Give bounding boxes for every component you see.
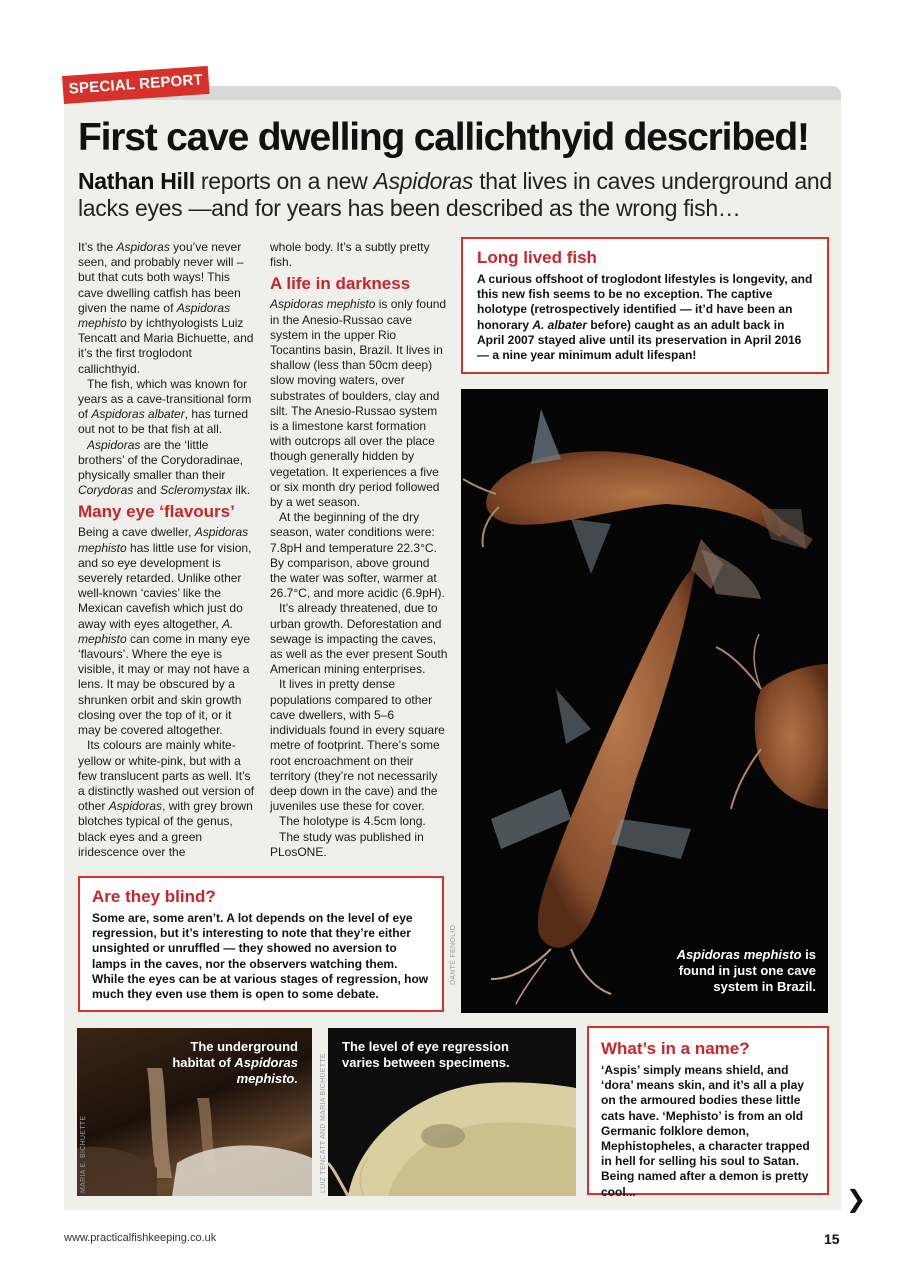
box-text: Some are, some aren’t. A lot depends on the level of eye regression, but it’s interesting to note that they’re either unsighted or unruffled — they showed no aversion to lamps in the caves, nor the observers watching them. While the eyes can be at various stages of regression, how much they even use them is open to some debate. [92, 911, 429, 1002]
main-fish-photo [461, 389, 828, 1013]
paragraph: Its colours are mainly white-yellow or white-pink, but with a few translucent parts as well. It’s a distinctly washed out version of other Aspidoras, with grey brown blotches typical of the genus, black eyes and a green iridescence over the [78, 738, 255, 859]
box-text: ‘Aspis’ simply means shield, and ‘dora’ means skin, and it’s all a play on the armoured bodies these little cats have. ‘Mephisto’ is from an old Germanic folklore demon, Mephistopheles, a character trapped in hell for selling his soul to Satan. Being named after a demon is pretty cool... [601, 1063, 810, 1199]
section-heading: Many eye ‘flavours’ [78, 502, 235, 522]
paragraph: Being a cave dweller, Aspidoras mephisto has little use for vision, and so eye development is severely retarded. Unlike other well-known ‘cavies’ like the Mexican cavefish which just do away with eyes altogether, A. mephisto can come in many eye ‘flavours’. Where the eye is visible, it may or may not have a lens. It may be obscured by a shrunken orbit and skin growth closing over the top of it, or it may be covered altogether. [78, 525, 252, 738]
fish-right [716, 634, 828, 809]
box-title: What’s in a name? [601, 1039, 750, 1058]
habitat-photo [77, 1028, 312, 1196]
are-they-blind-box [78, 876, 444, 1012]
footer-url[interactable]: www.practicalfishkeeping.co.uk [64, 1232, 217, 1244]
whats-in-a-name-box [587, 1026, 829, 1199]
paragraph: Aspidoras mephisto is only found in the Anesio-Russao cave system in the upper Rio Tocantins basin, Brazil. It lives in shallow (less than 50cm deep) slow moving waters, over substrates of boulders, clay and silt. The Anesio-Russao system is a limestone karst formation with outcrops all over the place though generally hidden by vegetation. It experiences a five or six month dry period followed by a wet season. [270, 297, 447, 510]
box-title: Long lived fish [477, 248, 597, 267]
section-heading: A life in darkness [270, 274, 411, 294]
paragraph: At the beginning of the dry season, water conditions were: 7.8pH and temperature 22.3°C. By comparison, above ground the water was softer, warmer at 26.7°C, and more acidic (6.9pH). [270, 510, 445, 601]
next-page-arrow-icon[interactable]: ❯ [846, 1186, 867, 1213]
photo-credit: LUIZ TENCATT AND MARIA BICHUETTE [320, 1053, 327, 1193]
author-name: Nathan Hill [78, 168, 195, 194]
paragraph: It lives in pretty dense populations compared to other cave dwellers, with 5–6 individuals found in every square metre of footprint. There’s some root encroachment on their territory (they’re not necessarily deep down in the cave) and the juveniles use these for cover. [270, 677, 445, 814]
article-column-2 [270, 240, 448, 860]
paragraph: whole body. It’s a subtly pretty fish. [270, 240, 430, 270]
standfirst: Nathan Hill reports on a new Aspidoras that lives in caves underground and lacks eyes —and for years has been described as the wrong fish… [78, 168, 832, 221]
fish-top [463, 409, 813, 574]
photo-credit: MARIA E. BICHUETTE [80, 1115, 87, 1193]
paragraph: The holotype is 4.5cm long. [279, 814, 426, 829]
special-report-tag: SPECIAL REPORT [62, 66, 210, 104]
main-photo-caption: Aspidoras mephisto is found in just one cave system in Brazil. [676, 947, 816, 994]
page-title: First cave dwelling callichthyid described! [78, 116, 809, 159]
paragraph: It’s already threatened, due to urban growth. Deforestation and sewage is impacting the caves, as well as the ever present South American mining enterprises. [270, 601, 448, 677]
page-number: 15 [824, 1231, 840, 1247]
long-lived-box [461, 237, 829, 374]
paragraph: The study was published in PLosONE. [270, 829, 424, 859]
habitat-caption: The underground habitat of Aspidoras mephisto. [172, 1039, 298, 1086]
paragraph: It’s the Aspidoras you’ve never seen, and probably never will – but that cuts both ways! This cave dwelling catfish has been given the name of Aspidoras mephisto by ichthyologists Luiz Tencatt and Maria Bichuette, and it’s the first troglodont callichthyid. [78, 240, 254, 376]
photo-credit: DANTÉ FENOLIO [450, 924, 457, 985]
catfish-illustration [461, 389, 828, 1013]
eye-regression-caption: The level of eye regression varies between specimens. [342, 1039, 510, 1070]
box-text: A curious offshoot of troglodont lifestyles is longevity, and this new fish seems to be no exception. The captive holotype (retrospectively identified — it’d have been an honorary A. albater before) caught as an adult back in April 2007 stayed alive until its preservation in April 2016 — a nine year minimum adult lifespan! [477, 272, 813, 363]
article-column-1 [78, 240, 256, 860]
paragraph: Aspidoras are the ‘little brothers’ of the Corydoradinae, physically smaller than their Corydoras and Scleromystax ilk. [78, 437, 251, 498]
eye-regression-photo [320, 1028, 576, 1196]
fish-center [491, 539, 761, 1004]
box-title: Are they blind? [92, 887, 216, 906]
paragraph: The fish, which was known for years as a cave-transitional form of Aspidoras albater, has turned out not to be that fish at all. [78, 376, 252, 437]
